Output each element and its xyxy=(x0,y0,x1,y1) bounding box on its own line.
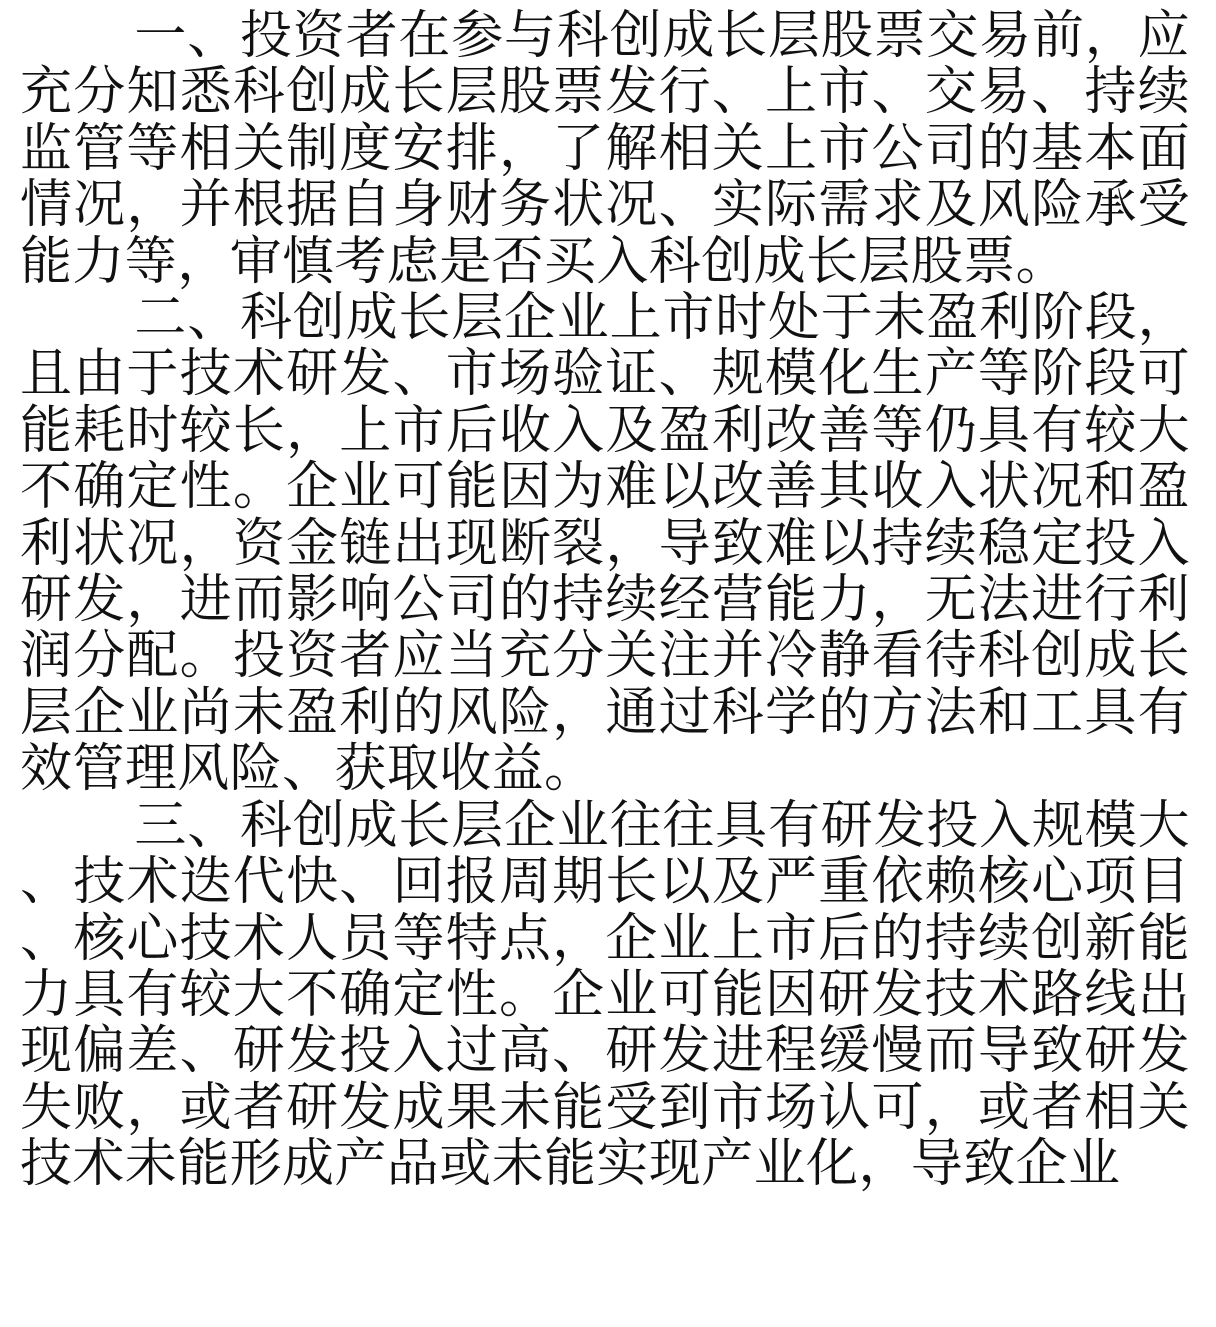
document-body xyxy=(20,8,1190,1193)
paragraph-1: 一、投资者在参与科创成长层股票交易前，应充分知悉科创成长层股票发行、上市、交易、持续监管等相关制度安排，了解相关上市公司的基本面情况，并根据自身财务状况、实际需求及风险承受能力等，审慎考虑是否买入科创成长层股票。 xyxy=(20,6,1190,292)
paragraph-2: 二、科创成长层企业上市时处于未盈利阶段，且由于技术研发、市场验证、规模化生产等阶段可能耗时较长，上市后收入及盈利改善等仍具有较大不确定性。企业可能因为难以改善其收入状况和盈利状况，资金链出现断裂，导致难以持续稳定投入研发，进而影响公司的持续经营能力，无法进行利润分配。投资者应当充分关注并冷静看待科创成长层企业尚未盈利的风险，通过科学的方法和工具有效管理风险、获取收益。 xyxy=(20,288,1190,800)
paragraph-3: 三、科创成长层企业往往具有研发投入规模大、技术迭代快、回报周期长以及严重依赖核心项目、核心技术人员等特点，企业上市后的持续创新能力具有较大不确定性。企业可能因研发技术路线出现偏差、研发投入过高、研发进程缓慢而导致研发失败，或者研发成果未能受到市场认可，或者相关技术未能形成产品或未能实现产业化，导致企业 xyxy=(20,795,1190,1195)
